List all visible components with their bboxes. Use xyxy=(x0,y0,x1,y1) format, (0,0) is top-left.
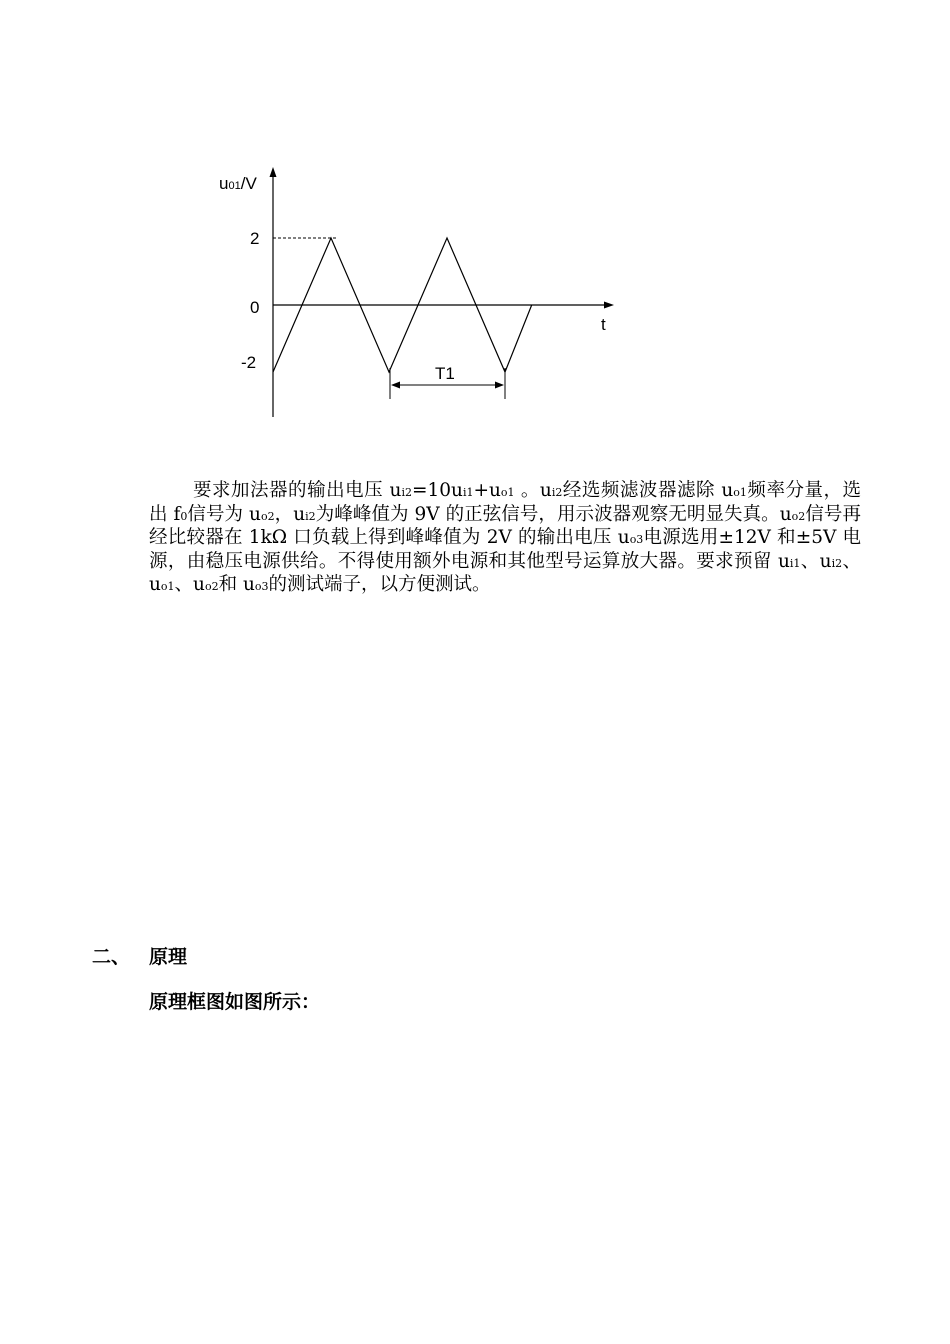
period-arrow-right xyxy=(495,382,504,389)
x-axis-label: t xyxy=(601,315,606,334)
period-arrow-left xyxy=(391,382,400,389)
y-tick-label-0: 0 xyxy=(250,298,260,317)
y-tick-label-2: 2 xyxy=(250,229,260,248)
y-axis-label: u01/V xyxy=(219,174,257,193)
triangle-waveform-figure xyxy=(0,0,950,440)
y-axis-arrow xyxy=(270,167,277,177)
section-title: 原理 xyxy=(149,946,188,968)
section-subtitle: 原理框图如图所示： xyxy=(149,991,321,1013)
y-tick-label-minus-2: -2 xyxy=(241,353,257,372)
section-number: 二、 xyxy=(92,946,131,968)
section-heading xyxy=(92,942,187,969)
period-label: T1 xyxy=(435,364,455,383)
requirements-paragraph: 要求加法器的输出电压 ui2=10ui1+uo1 。ui2经选频滤波器滤除 uo1频率分量，选出 f0信号为 uo2，ui2为峰峰值为 9V 的正弦信号，用示波器观察无明显失真。uo2信号再经比较器在 1kΩ 口负载上得到峰峰值为 2V 的输出电压 uo3电源选用±12V 和±5V 电源，由稳压电源供给。不得使用额外电源和其他型号运算放大器。要求预留 ui1、ui2、uo1、uo2和 uo3的测试端子，以方便测试。 xyxy=(149,480,861,596)
x-axis-arrow xyxy=(604,302,614,309)
